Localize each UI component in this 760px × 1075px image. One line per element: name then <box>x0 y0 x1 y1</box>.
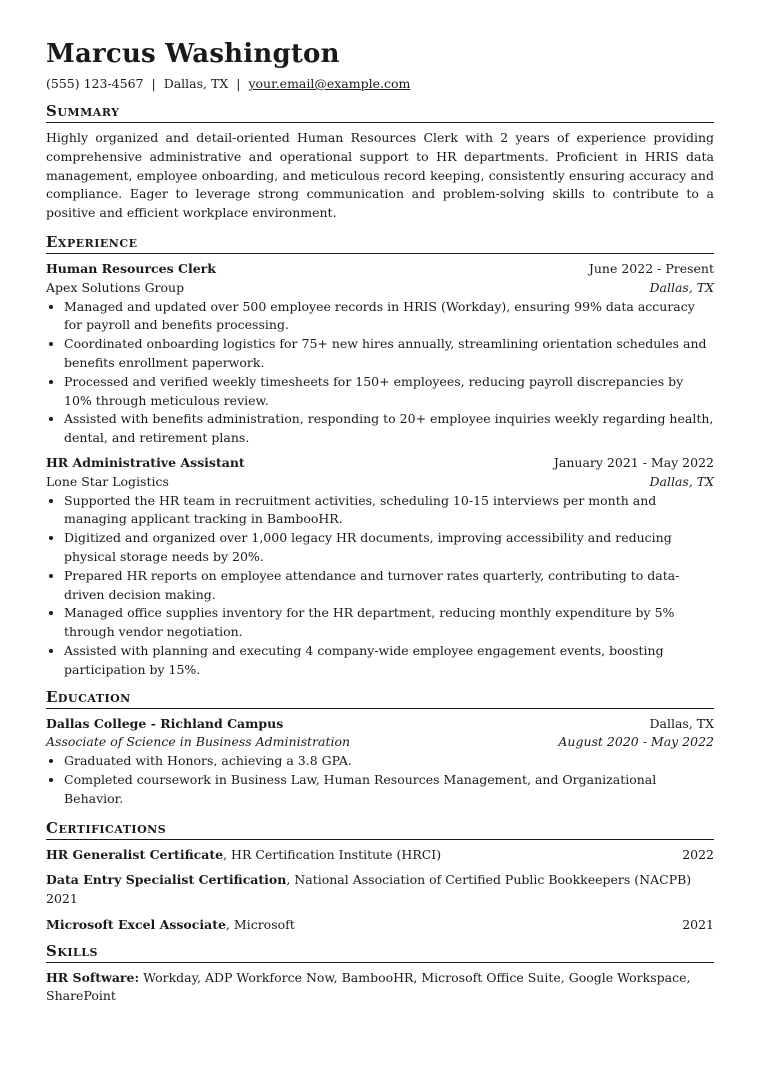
list-item: • Assisted with planning and executing 4 company-wide employee engagement events, boosting participation by 15%. <box>64 642 714 680</box>
certification-issuer: , Microsoft <box>225 916 295 932</box>
certification-name: HR Generalist Certificate <box>46 846 224 862</box>
certification-name: Microsoft Excel Associate <box>46 916 226 932</box>
education-dates: August 2020 - May 2022 <box>558 734 714 750</box>
certification-name: Data Entry Specialist Certification <box>46 872 287 888</box>
contact-separator: | <box>151 76 156 91</box>
list-item: • Graduated with Honors, achieving a 3.8 GPA. <box>64 752 714 771</box>
summary-text: Highly organized and detail-oriented Human Resources Clerk with 2 years of experience providing comprehensive administrative and operational support to HR departments. Proficient in HRIS data management, employee onboarding, and meticulous record keeping, consistently ensuring accuracy and compliance. Eager to leverage strong communication and problem-solving skills to contribute to a positive and efficient workplace environment. <box>46 130 714 221</box>
section-title-certifications: Certifications <box>46 819 714 840</box>
certification-issuer: , National Association of Certified Public Bookkeepers (NACPB) <box>286 872 692 888</box>
section-title-experience: Experience <box>46 233 714 254</box>
skills-list: Workday, ADP Workforce Now, BambooHR, Microsoft Office Suite, Google Workspace, SharePoint <box>46 969 691 1004</box>
education-bullets <box>46 752 714 808</box>
certification-text <box>46 846 441 865</box>
certification-entry <box>46 846 714 865</box>
job-bullets <box>46 492 714 680</box>
job-subheader <box>46 473 714 492</box>
certification-entry <box>46 871 714 909</box>
job-role: Human Resources Clerk <box>46 260 216 276</box>
job-company: Lone Star Logistics <box>46 473 169 489</box>
list-item: • Coordinated onboarding logistics for 75+ new hires annually, streamlining orientation schedules and benefits enrollment paperwork. <box>64 335 714 373</box>
job-dates: January 2021 - May 2022 <box>553 454 714 470</box>
certification-year: 2022 <box>682 846 714 862</box>
list-item: • Digitized and organized over 1,000 legacy HR documents, improving accessibility and reducing physical storage needs by 20%. <box>64 529 714 567</box>
school-location: Dallas, TX <box>649 715 714 731</box>
skills-label: HR Software: <box>46 969 140 985</box>
job-subheader <box>46 279 714 298</box>
phone-number: (555) 123-4567 <box>46 76 144 91</box>
list-item: • Managed and updated over 500 employee records in HRIS (Workday), ensuring 99% data accuracy for payroll and benefits processing. <box>64 298 714 336</box>
certification-issuer: , HR Certification Institute (HRCI) <box>223 846 442 862</box>
job-header <box>46 454 714 473</box>
degree-name: Associate of Science in Business Administration <box>46 734 351 750</box>
list-item: • Supported the HR team in recruitment activities, scheduling 10-15 interviews per month and managing applicant tracking in BambooHR. <box>64 492 714 530</box>
list-item: • Assisted with benefits administration, responding to 20+ employee inquiries weekly regarding health, dental, and retirement plans. <box>64 410 714 448</box>
list-item: • Managed office supplies inventory for the HR department, reducing monthly expenditure by 5% through vendor negotiation. <box>64 604 714 642</box>
job-location: Dallas, TX <box>649 473 714 489</box>
skills-text <box>46 969 714 1007</box>
email-link[interactable]: your.email@example.com <box>248 76 411 91</box>
education-header <box>46 715 714 734</box>
section-title-summary: Summary <box>46 102 714 123</box>
contact-line <box>46 76 714 92</box>
list-item: • Completed coursework in Business Law, Human Resources Management, and Organizational Behavior. <box>64 771 714 809</box>
section-title-skills: Skills <box>46 942 714 963</box>
certification-text <box>46 916 295 935</box>
section-title-education: Education <box>46 688 714 709</box>
contact-separator: | <box>236 76 241 91</box>
job-location: Dallas, TX <box>649 279 714 295</box>
certification-year: 2021 <box>46 891 78 907</box>
job-role: HR Administrative Assistant <box>46 454 245 470</box>
job-dates: June 2022 - Present <box>588 260 714 276</box>
job-header <box>46 260 714 279</box>
job-company: Apex Solutions Group <box>46 279 185 295</box>
job-entry <box>46 454 714 680</box>
certification-entry <box>46 916 714 935</box>
certification-year: 2021 <box>682 916 714 932</box>
candidate-name: Marcus Washington <box>46 39 340 69</box>
contact-location: Dallas, TX <box>163 76 229 91</box>
school-name: Dallas College - Richland Campus <box>46 715 284 731</box>
education-subheader <box>46 733 714 752</box>
job-entry <box>46 260 714 448</box>
job-bullets <box>46 298 714 448</box>
list-item: • Prepared HR reports on employee attendance and turnover rates quarterly, contributing to data-driven decision making. <box>64 567 714 605</box>
list-item: • Processed and verified weekly timesheets for 150+ employees, reducing payroll discrepancies by 10% through meticulous review. <box>64 373 714 411</box>
